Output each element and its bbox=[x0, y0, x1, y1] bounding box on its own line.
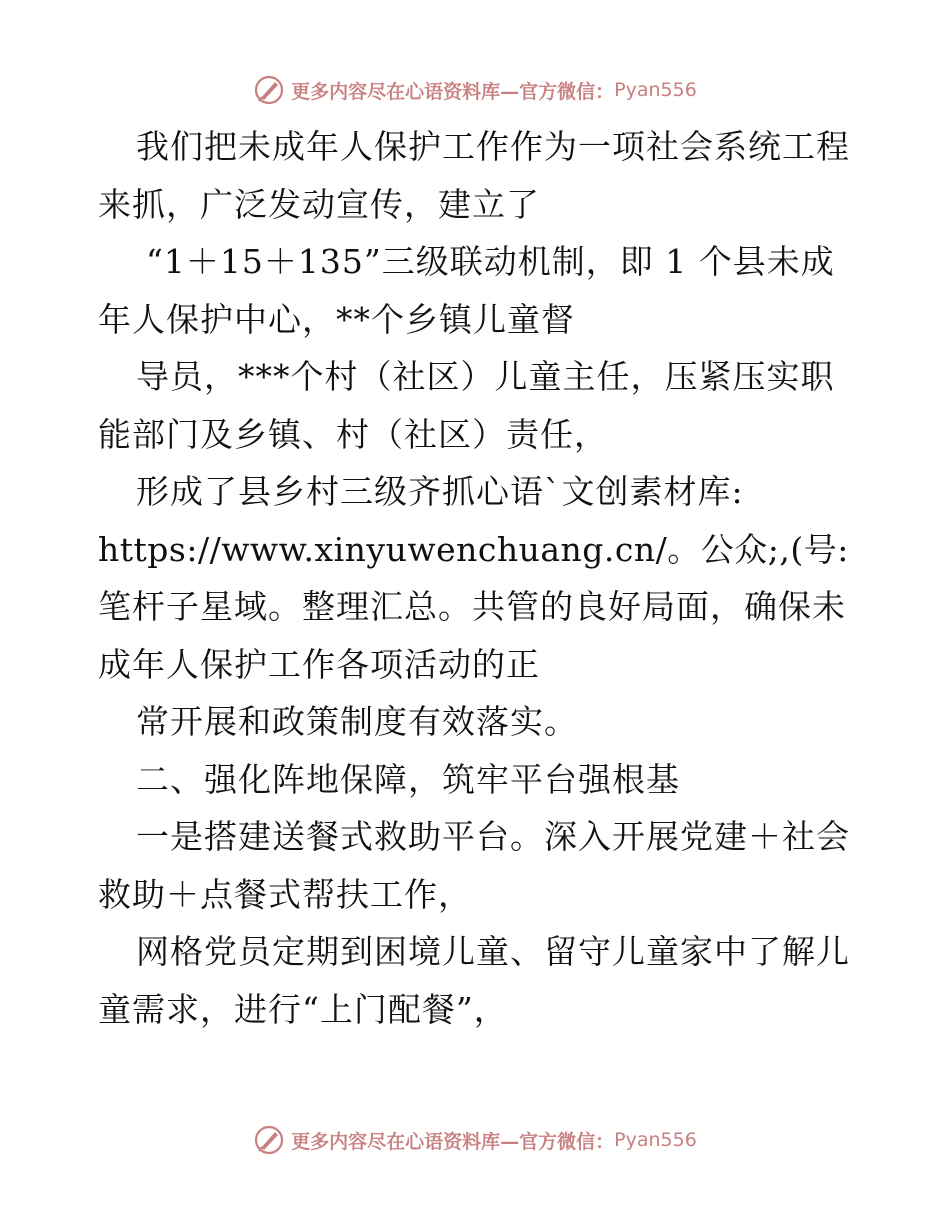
body-line: 童需求，进行“上门配餐”， bbox=[98, 989, 508, 1029]
watermark-text: 更多内容尽在心语资料库—官方微信： bbox=[291, 80, 615, 103]
body-line: “1＋15＋135”三级联动机制，即 1 个县未成 bbox=[146, 242, 835, 281]
quill-logo-icon bbox=[253, 1124, 285, 1156]
section-heading: 二、强化阵地保障，筑牢平台强根基 bbox=[136, 759, 680, 799]
body-line: 成年人保护工作各项活动的正 bbox=[98, 644, 540, 684]
body-line: 笔杆子星域。整理汇总。共管的良好局面，确保未 bbox=[98, 587, 846, 626]
body-line: 能部门及乡镇、村（社区）责任， bbox=[98, 414, 608, 454]
header-watermark bbox=[0, 70, 950, 110]
body-line: 导员，***个村（社区）儿童主任，压紧压实职 bbox=[136, 357, 835, 396]
body-line: 我们把未成年人保护工作作为一项社会系统工程 bbox=[136, 127, 850, 166]
footer-watermark bbox=[0, 1120, 950, 1160]
document-body bbox=[98, 118, 858, 1038]
body-line: 年人保护中心，**个乡镇儿童督 bbox=[98, 299, 575, 339]
watermark-wechat-id: Pyan556 bbox=[614, 79, 697, 101]
watermark-text: 更多内容尽在心语资料库—官方微信： bbox=[291, 1130, 615, 1153]
body-line: 网格党员定期到困境儿童、留守儿童家中了解儿 bbox=[136, 932, 850, 971]
quill-logo-icon bbox=[253, 74, 285, 106]
body-line: 救助＋点餐式帮扶工作， bbox=[98, 874, 472, 914]
watermark-wechat-id: Pyan556 bbox=[614, 1129, 697, 1151]
body-line: 一是搭建送餐式救助平台。深入开展党建＋社会 bbox=[136, 817, 850, 856]
body-line: https://www.xinyuwenchuang.cn/。公众;,(号: bbox=[98, 529, 849, 569]
body-line: 来抓，广泛发动宣传，建立了 bbox=[98, 184, 540, 224]
body-line: 常开展和政策制度有效落实。 bbox=[136, 702, 578, 741]
body-line: 形成了县乡村三级齐抓心语`文创素材库: bbox=[136, 472, 744, 511]
